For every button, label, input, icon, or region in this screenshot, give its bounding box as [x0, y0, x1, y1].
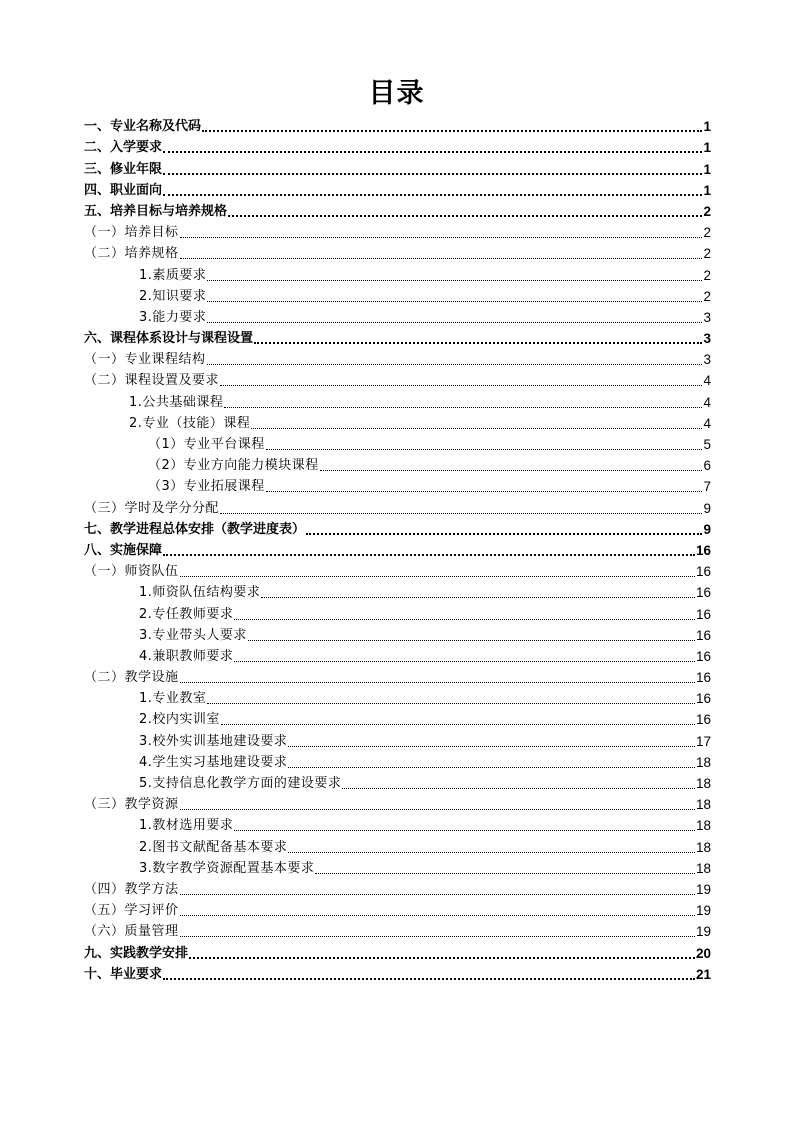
- toc-leader-dots: [180, 880, 695, 895]
- toc-entry-title: （一）培养目标: [84, 225, 179, 241]
- toc-leader-dots: [342, 774, 695, 789]
- toc-entry-title: 3.数字教学资源配置基本要求: [139, 860, 315, 876]
- toc-entry-title: 一、专业名称及代码: [84, 119, 202, 135]
- toc-entry-page-number: 4: [703, 415, 711, 431]
- toc-entry-page-number: 2: [703, 203, 711, 219]
- toc-entry-page-number: 2: [703, 267, 711, 283]
- toc-entry-title: 1.师资队伍结构要求: [139, 585, 261, 601]
- toc-leader-dots: [207, 350, 703, 365]
- toc-entry-page-number: 18: [695, 839, 711, 855]
- toc-leader-dots: [248, 626, 695, 641]
- toc-entry[interactable]: [84, 411, 711, 432]
- toc-leader-dots: [220, 371, 702, 386]
- toc-entry[interactable]: [84, 665, 711, 686]
- toc-entry-title: 1.素质要求: [139, 267, 207, 283]
- toc-entry[interactable]: [84, 474, 711, 495]
- toc-entry-title: 5.支持信息化教学方面的建设要求: [139, 776, 342, 791]
- toc-leader-dots: [207, 287, 702, 302]
- toc-entry-title: （三）学时及学分分配: [84, 500, 220, 516]
- toc-entry-title: 三、修业年限: [84, 161, 163, 177]
- toc-entry-title: 2.图书文献配备基本要求: [139, 839, 288, 855]
- toc-leader-dots: [315, 859, 695, 874]
- toc-leader-dots: [266, 477, 703, 492]
- toc-entry[interactable]: [84, 940, 711, 961]
- toc-leader-dots: [254, 328, 702, 344]
- toc-entry-page-number: 16: [695, 712, 711, 728]
- toc-entry[interactable]: [84, 135, 711, 156]
- toc-entry-page-number: 16: [695, 627, 711, 643]
- toc-leader-dots: [234, 816, 695, 831]
- toc-entry-title: （一）师资队伍: [84, 564, 179, 580]
- toc-entry-title: 二、入学要求: [84, 140, 163, 156]
- toc-entry[interactable]: [84, 326, 711, 347]
- toc-entry[interactable]: [84, 538, 711, 559]
- toc-leader-dots: [266, 435, 703, 450]
- toc-entry-page-number: 18: [695, 754, 711, 770]
- toc-leader-dots: [207, 266, 702, 281]
- toc-leader-dots: [234, 605, 695, 620]
- toc-entry[interactable]: [84, 305, 711, 326]
- toc-entry-page-number: 3: [703, 331, 711, 347]
- toc-entry[interactable]: [84, 559, 711, 580]
- toc-entry-page-number: 16: [695, 670, 711, 686]
- toc-entry-title: 1.专业教室: [139, 691, 207, 707]
- toc-entry-page-number: 19: [695, 924, 711, 940]
- toc-leader-dots: [221, 710, 695, 725]
- toc-entry[interactable]: [84, 750, 711, 771]
- toc-entry-page-number: 4: [703, 394, 711, 410]
- toc-entry-title: （五）学习评价: [84, 903, 179, 919]
- toc-entry[interactable]: [84, 580, 711, 601]
- toc-leader-dots: [180, 562, 695, 577]
- toc-leader-dots: [320, 456, 703, 471]
- toc-entry-title: 3.校外实训基地建设要求: [139, 733, 288, 749]
- toc-entry-page-number: 16: [695, 648, 711, 664]
- toc-entry-page-number: 18: [695, 797, 711, 813]
- toc-entry[interactable]: [84, 432, 711, 453]
- toc-leader-dots: [163, 964, 695, 980]
- toc-entry-title: 3.能力要求: [139, 309, 207, 325]
- page-title: 目录: [368, 78, 425, 109]
- toc-entry-title: 4.兼职教师要求: [139, 648, 234, 664]
- toc-entry[interactable]: [84, 178, 711, 199]
- toc-entry-page-number: 6: [703, 458, 711, 474]
- toc-leader-dots: [207, 689, 695, 704]
- toc-entry-page-number: 1: [703, 119, 711, 135]
- toc-leader-dots: [163, 180, 702, 196]
- toc-entry-page-number: 1: [703, 140, 711, 156]
- toc-entry[interactable]: [84, 199, 711, 220]
- toc-entry[interactable]: [84, 517, 711, 538]
- table-of-contents: [84, 114, 711, 983]
- toc-entry-page-number: 5: [703, 437, 711, 452]
- toc-entry-title: （六）质量管理: [84, 924, 179, 940]
- toc-entry-title: 2.专业（技能）课程: [129, 415, 251, 431]
- toc-entry-page-number: 16: [695, 585, 711, 601]
- toc-entry-title: （二）教学设施: [84, 670, 179, 686]
- toc-leader-dots: [288, 838, 695, 853]
- toc-entry[interactable]: [84, 368, 711, 389]
- toc-entry-page-number: 1: [703, 182, 711, 198]
- toc-entry[interactable]: [84, 262, 711, 283]
- toc-entry-page-number: 2: [703, 225, 711, 241]
- toc-leader-dots: [234, 647, 695, 662]
- toc-entry[interactable]: [84, 156, 711, 177]
- toc-entry-title: 六、课程体系设计与课程设置: [84, 331, 254, 347]
- toc-entry-page-number: 1: [703, 161, 711, 177]
- toc-entry-title: 八、实施保障: [84, 542, 163, 558]
- toc-entry-title: （2）专业方向能力模块课程: [148, 458, 319, 474]
- toc-leader-dots: [288, 753, 695, 768]
- toc-leader-dots: [180, 795, 695, 810]
- toc-leader-dots: [251, 414, 702, 429]
- toc-entry-page-number: 16: [695, 691, 711, 707]
- toc-entry-title: 1.公共基础课程: [129, 394, 224, 410]
- toc-entry[interactable]: [84, 389, 711, 410]
- toc-entry-title: 4.学生实习基地建设要求: [139, 754, 288, 770]
- toc-entry[interactable]: [84, 707, 711, 728]
- toc-entry-page-number: 4: [703, 373, 711, 389]
- toc-leader-dots: [180, 901, 695, 916]
- toc-entry-title: 九、实践教学安排: [84, 945, 189, 961]
- toc-entry[interactable]: [84, 220, 711, 241]
- toc-entry[interactable]: [84, 601, 711, 622]
- toc-leader-dots: [207, 308, 702, 323]
- toc-entry-title: （1）专业平台课程: [148, 437, 265, 452]
- toc-entry-title: 七、教学进程总体安排（教学进度表）: [84, 521, 306, 537]
- toc-entry-title: 五、培养目标与培养规格: [84, 203, 228, 219]
- toc-entry-page-number: 16: [695, 542, 711, 558]
- toc-entry[interactable]: [84, 856, 711, 877]
- toc-entry-title: （二）培养规格: [84, 246, 179, 262]
- toc-entry[interactable]: [84, 919, 711, 940]
- toc-leader-dots: [261, 583, 695, 598]
- toc-entry-page-number: 3: [703, 352, 711, 368]
- toc-entry-page-number: 19: [695, 881, 711, 897]
- toc-entry-page-number: 18: [695, 776, 711, 791]
- toc-entry[interactable]: [84, 834, 711, 855]
- toc-leader-dots: [220, 499, 702, 514]
- toc-entry-page-number: 2: [703, 246, 711, 262]
- toc-entry-page-number: 21: [695, 966, 711, 982]
- toc-leader-dots: [288, 732, 695, 747]
- toc-entry-page-number: 7: [703, 479, 711, 495]
- toc-entry-title: （三）教学资源: [84, 797, 179, 813]
- toc-entry-page-number: 17: [695, 733, 711, 749]
- toc-entry[interactable]: [84, 453, 711, 474]
- toc-entry[interactable]: [84, 792, 711, 813]
- toc-leader-dots: [306, 519, 702, 535]
- toc-leader-dots: [180, 223, 703, 238]
- toc-leader-dots: [228, 201, 702, 217]
- toc-entry[interactable]: [84, 241, 711, 262]
- toc-entry[interactable]: [84, 962, 711, 983]
- toc-leader-dots: [163, 159, 702, 175]
- toc-leader-dots: [180, 244, 703, 259]
- toc-entry[interactable]: [84, 644, 711, 665]
- toc-entry-title: 十、毕业要求: [84, 966, 163, 982]
- toc-entry-page-number: 20: [695, 945, 711, 961]
- toc-entry-title: 四、职业面向: [84, 182, 163, 198]
- toc-entry[interactable]: [84, 284, 711, 305]
- toc-entry-page-number: 9: [703, 500, 711, 516]
- toc-entry-page-number: 16: [695, 564, 711, 580]
- toc-entry[interactable]: [84, 495, 711, 516]
- toc-entry-page-number: 18: [695, 860, 711, 876]
- toc-entry[interactable]: [84, 686, 711, 707]
- toc-leader-dots: [180, 668, 695, 683]
- toc-entry[interactable]: [84, 877, 711, 898]
- toc-leader-dots: [224, 393, 702, 408]
- toc-entry[interactable]: [84, 623, 711, 644]
- toc-entry[interactable]: [84, 771, 711, 792]
- toc-entry-title: 1.教材选用要求: [139, 818, 234, 834]
- toc-entry-page-number: 16: [695, 606, 711, 622]
- toc-entry[interactable]: [84, 813, 711, 834]
- toc-entry-title: （一）专业课程结构: [84, 352, 206, 368]
- toc-entry-title: 2.专任教师要求: [139, 606, 234, 622]
- toc-leader-dots: [180, 922, 695, 937]
- toc-entry-title: 3.专业带头人要求: [139, 627, 247, 643]
- toc-leader-dots: [163, 540, 695, 556]
- toc-entry[interactable]: [84, 347, 711, 368]
- toc-entry-page-number: 3: [703, 309, 711, 325]
- toc-entry[interactable]: [84, 114, 711, 135]
- toc-entry-page-number: 19: [695, 903, 711, 919]
- toc-entry-title: 2.知识要求: [139, 288, 207, 304]
- toc-leader-dots: [163, 137, 702, 153]
- toc-entry[interactable]: [84, 898, 711, 919]
- toc-entry-page-number: 2: [703, 288, 711, 304]
- toc-entry[interactable]: [84, 728, 711, 749]
- toc-entry-page-number: 9: [703, 521, 711, 537]
- toc-leader-dots: [202, 116, 702, 132]
- toc-leader-dots: [189, 943, 695, 959]
- toc-entry-title: （二）课程设置及要求: [84, 373, 220, 389]
- toc-entry-page-number: 18: [695, 818, 711, 834]
- toc-entry-title: 2.校内实训室: [139, 712, 220, 728]
- toc-entry-title: （3）专业拓展课程: [148, 479, 265, 495]
- toc-entry-title: （四）教学方法: [84, 881, 179, 897]
